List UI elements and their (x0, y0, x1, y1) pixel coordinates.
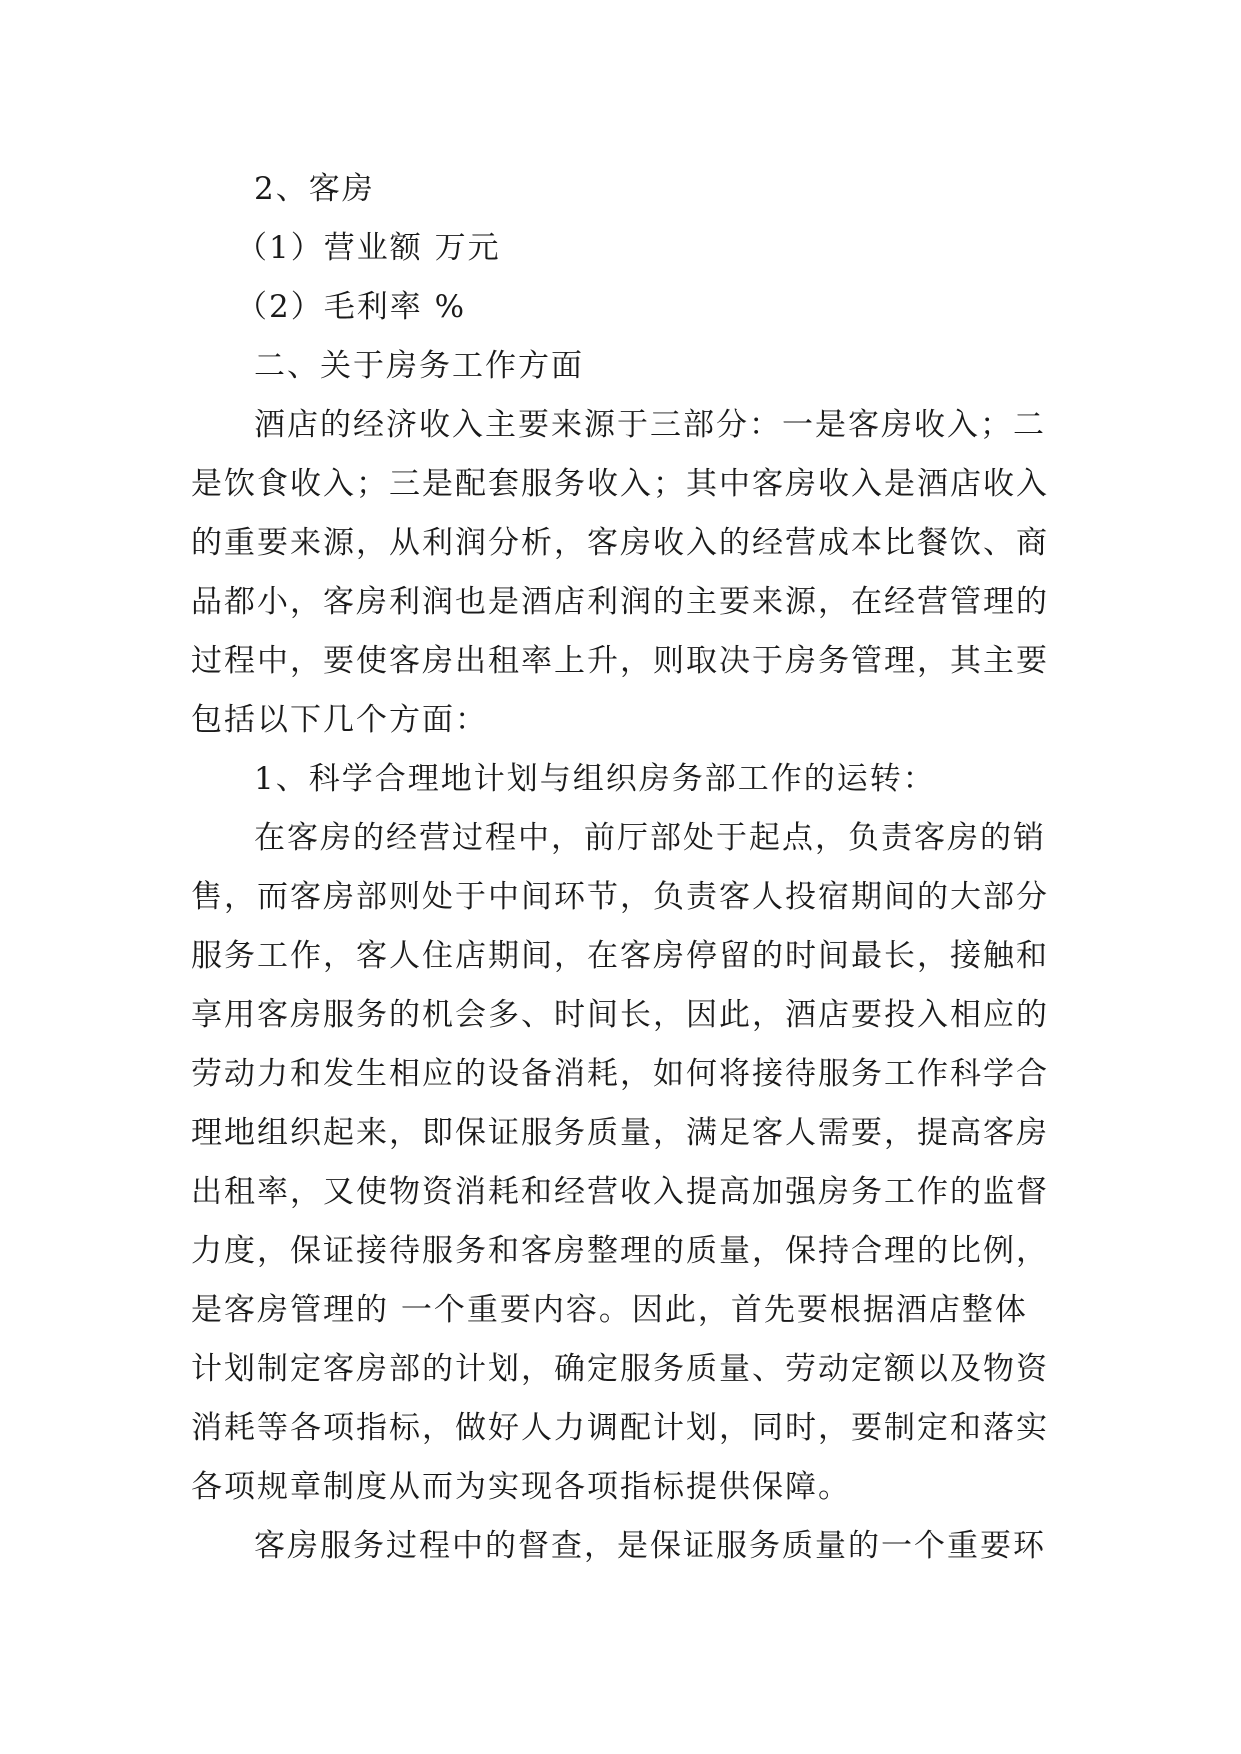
section-heading-rooms: 2、客房 (254, 171, 375, 207)
paragraph-line: 酒店的经济收入主要来源于三部分：一是客房收入；二 (254, 407, 1046, 443)
paragraph-line: 在客房的经营过程中，前厅部处于起点，负责客房的销 (254, 820, 1046, 856)
paragraph-line: 过程中，要使客房出租率上升，则取决于房务管理，其主要 (191, 643, 1049, 679)
paragraph-line: 出租率，又使物资消耗和经营收入提高加强房务工作的监督 (191, 1174, 1049, 1210)
list-item-gross-margin: （2）毛利率 % (236, 289, 467, 325)
paragraph-line: 享用客房服务的机会多、时间长，因此，酒店要投入相应的 (191, 997, 1049, 1033)
paragraph-line: 理地组织起来，即保证服务质量，满足客人需要，提高客房 (191, 1115, 1049, 1151)
document-body (191, 160, 1051, 1576)
paragraph-line: 服务工作，客人住店期间，在客房停留的时间最长，接触和 (191, 938, 1049, 974)
paragraph-line: 力度，保证接待服务和客房整理的质量，保持合理的比例， (191, 1233, 1049, 1269)
paragraph-line: 劳动力和发生相应的设备消耗，如何将接待服务工作科学合 (191, 1056, 1049, 1092)
section-heading-housekeeping: 二、关于房务工作方面 (254, 348, 584, 384)
paragraph-line: 的重要来源，从利润分析，客房收入的经营成本比餐饮、商 (191, 525, 1049, 561)
paragraph-line: 品都小，客房利润也是酒店利润的主要来源，在经营管理的 (191, 584, 1049, 620)
paragraph-line: 计划制定客房部的计划，确定服务质量、劳动定额以及物资 (191, 1351, 1049, 1387)
paragraph-line: 各项规章制度从而为实现各项指标提供保障。 (191, 1469, 851, 1505)
subsection-heading-planning: 1、科学合理地计划与组织房务部工作的运转： (254, 761, 936, 797)
paragraph-line: 售，而客房部则处于中间环节，负责客人投宿期间的大部分 (191, 879, 1049, 915)
paragraph-line: 包括以下几个方面： (191, 702, 488, 738)
paragraph-line: 客房服务过程中的督查，是保证服务质量的一个重要环 (254, 1528, 1046, 1564)
paragraph-line: 是饮食收入；三是配套服务收入；其中客房收入是酒店收入 (191, 466, 1049, 502)
paragraph-line: 是客房管理的 一个重要内容。因此，首先要根据酒店整体 (191, 1292, 1028, 1328)
list-item-revenue: （1）营业额 万元 (236, 230, 501, 266)
paragraph-line: 消耗等各项指标，做好人力调配计划，同时，要制定和落实 (191, 1410, 1049, 1446)
